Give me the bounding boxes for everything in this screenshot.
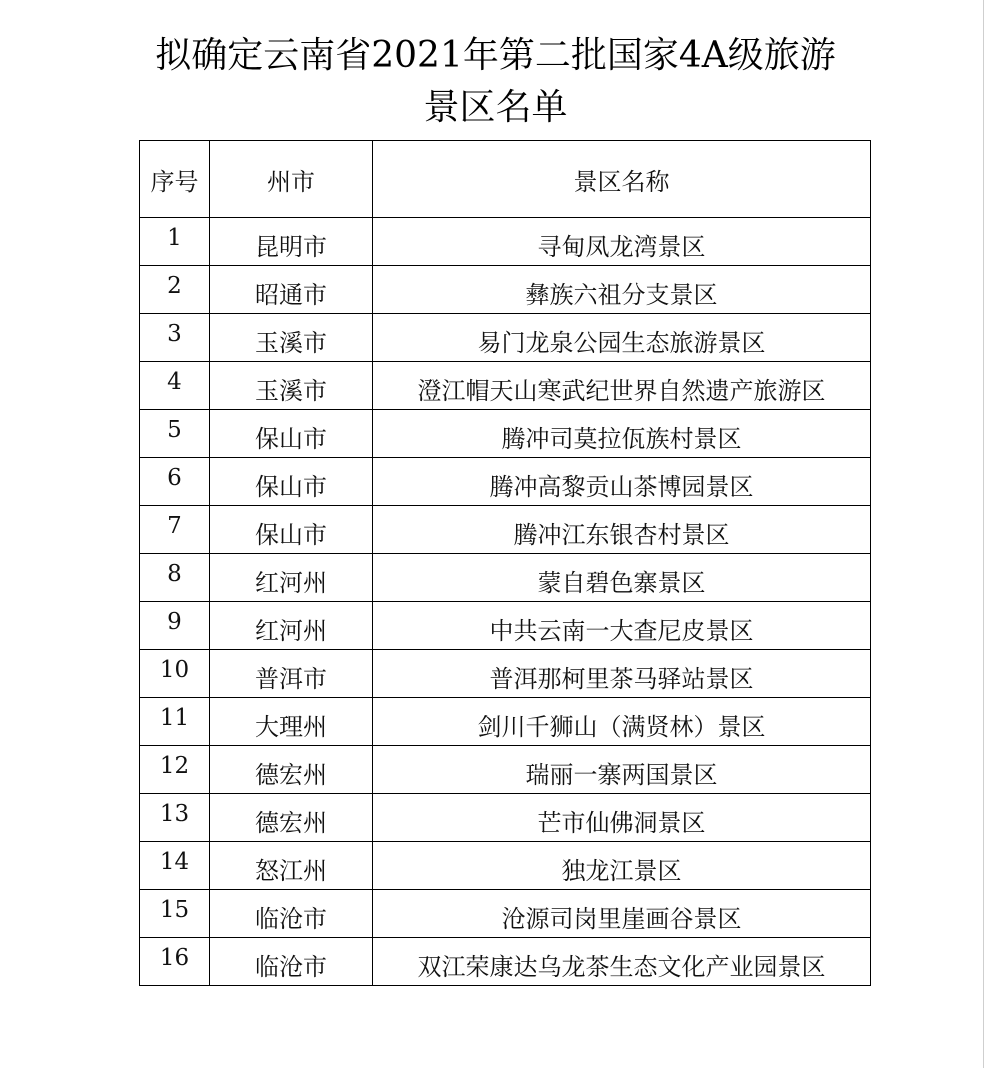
- cell-scenic-area-name: 寻甸凤龙湾景区: [373, 218, 871, 266]
- table-row: [140, 650, 871, 698]
- table-header-row: [140, 141, 871, 218]
- cell-scenic-area-name: 腾冲司莫拉佤族村景区: [373, 410, 871, 458]
- cell-serial-number: 1: [140, 218, 210, 266]
- table-row: [140, 266, 871, 314]
- scenic-spot-table: [139, 140, 871, 986]
- cell-scenic-area-name: 腾冲江东银杏村景区: [373, 506, 871, 554]
- cell-prefecture-city: 怒江州: [210, 842, 373, 890]
- page-edge-line: [983, 0, 984, 1068]
- cell-scenic-area-name: 腾冲高黎贡山茶博园景区: [373, 458, 871, 506]
- cell-prefecture-city: 德宏州: [210, 794, 373, 842]
- cell-scenic-area-name: 中共云南一大查尼皮景区: [373, 602, 871, 650]
- table-row: [140, 362, 871, 410]
- cell-prefecture-city: 昆明市: [210, 218, 373, 266]
- cell-scenic-area-name: 瑞丽一寨两国景区: [373, 746, 871, 794]
- table-row: [140, 410, 871, 458]
- table-row: [140, 314, 871, 362]
- cell-serial-number: 15: [140, 890, 210, 938]
- cell-serial-number: 7: [140, 506, 210, 554]
- cell-serial-number: 3: [140, 314, 210, 362]
- cell-scenic-area-name: 剑川千狮山（满贤林）景区: [373, 698, 871, 746]
- cell-scenic-area-name: 易门龙泉公园生态旅游景区: [373, 314, 871, 362]
- document-title: [0, 30, 991, 134]
- table-row: [140, 602, 871, 650]
- cell-scenic-area-name: 普洱那柯里茶马驿站景区: [373, 650, 871, 698]
- cell-prefecture-city: 保山市: [210, 458, 373, 506]
- table-row: [140, 698, 871, 746]
- cell-scenic-area-name: 沧源司岗里崖画谷景区: [373, 890, 871, 938]
- cell-scenic-area-name: 双江荣康达乌龙茶生态文化产业园景区: [373, 938, 871, 986]
- cell-prefecture-city: 大理州: [210, 698, 373, 746]
- header-serial-number: 序号: [140, 141, 210, 218]
- cell-scenic-area-name: 独龙江景区: [373, 842, 871, 890]
- cell-prefecture-city: 红河州: [210, 602, 373, 650]
- cell-serial-number: 5: [140, 410, 210, 458]
- cell-prefecture-city: 普洱市: [210, 650, 373, 698]
- table-row: [140, 554, 871, 602]
- cell-scenic-area-name: 彝族六祖分支景区: [373, 266, 871, 314]
- cell-prefecture-city: 临沧市: [210, 890, 373, 938]
- table-row: [140, 794, 871, 842]
- cell-serial-number: 12: [140, 746, 210, 794]
- header-prefecture-city: 州市: [210, 141, 373, 218]
- table-row: [140, 506, 871, 554]
- table-row: [140, 746, 871, 794]
- cell-prefecture-city: 保山市: [210, 506, 373, 554]
- cell-serial-number: 16: [140, 938, 210, 986]
- cell-serial-number: 6: [140, 458, 210, 506]
- cell-serial-number: 2: [140, 266, 210, 314]
- header-scenic-area-name: 景区名称: [373, 141, 871, 218]
- cell-prefecture-city: 红河州: [210, 554, 373, 602]
- cell-prefecture-city: 昭通市: [210, 266, 373, 314]
- table-row: [140, 938, 871, 986]
- cell-serial-number: 14: [140, 842, 210, 890]
- cell-scenic-area-name: 芒市仙佛洞景区: [373, 794, 871, 842]
- cell-serial-number: 8: [140, 554, 210, 602]
- cell-serial-number: 9: [140, 602, 210, 650]
- cell-prefecture-city: 临沧市: [210, 938, 373, 986]
- cell-serial-number: 11: [140, 698, 210, 746]
- table-row: [140, 890, 871, 938]
- table-row: [140, 842, 871, 890]
- cell-scenic-area-name: 蒙自碧色寨景区: [373, 554, 871, 602]
- table-row: [140, 218, 871, 266]
- cell-prefecture-city: 德宏州: [210, 746, 373, 794]
- cell-prefecture-city: 玉溪市: [210, 314, 373, 362]
- cell-serial-number: 13: [140, 794, 210, 842]
- cell-serial-number: 4: [140, 362, 210, 410]
- cell-prefecture-city: 玉溪市: [210, 362, 373, 410]
- title-line-2: 景区名单: [423, 87, 568, 128]
- cell-scenic-area-name: 澄江帽天山寒武纪世界自然遗产旅游区: [373, 362, 871, 410]
- cell-serial-number: 10: [140, 650, 210, 698]
- cell-prefecture-city: 保山市: [210, 410, 373, 458]
- title-line-1: 拟确定云南省2021年第二批国家4A级旅游: [155, 35, 836, 76]
- table-row: [140, 458, 871, 506]
